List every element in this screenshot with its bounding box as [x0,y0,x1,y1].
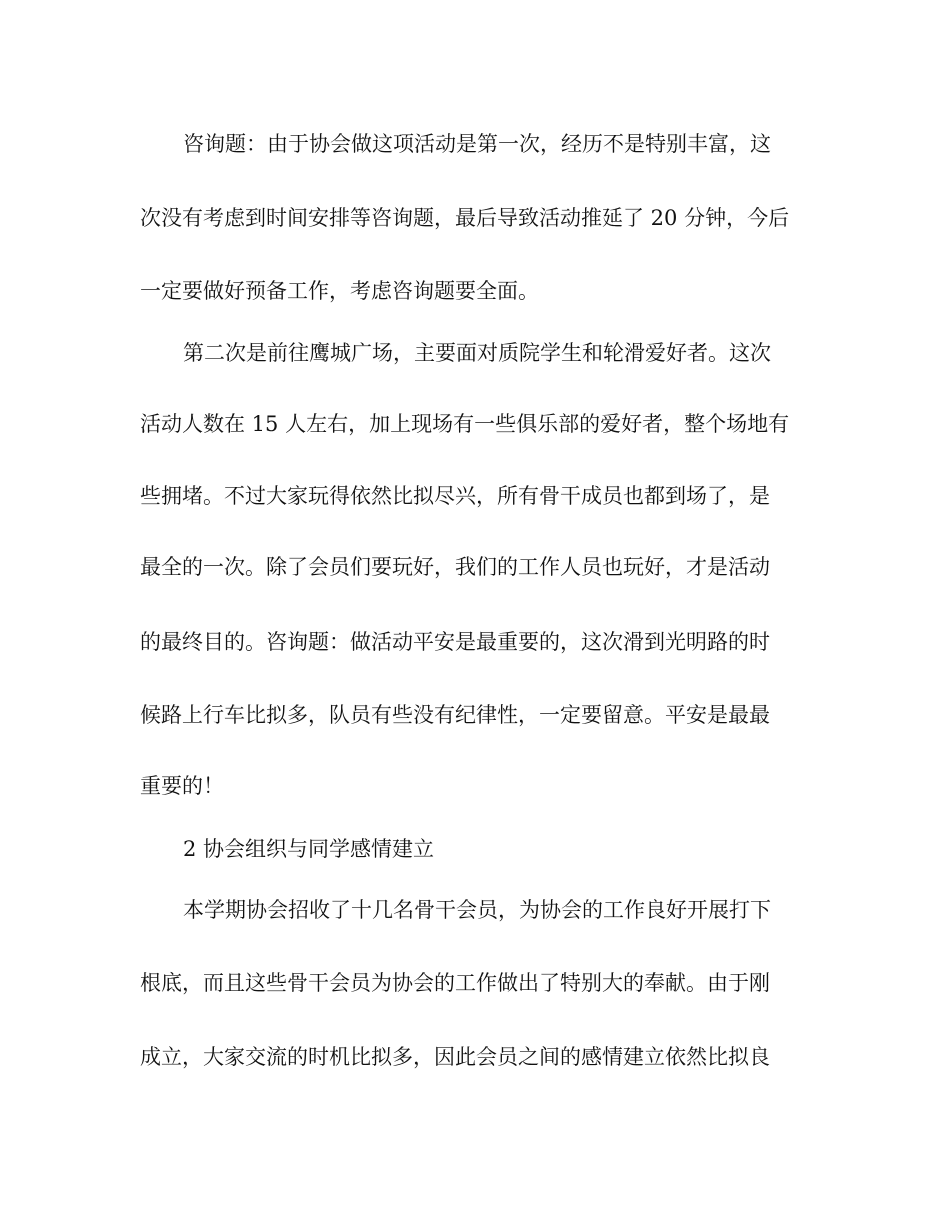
paragraph-line: 本学期协会招收了十几名骨干会员，为协会的工作良好开展打下 [183,898,771,922]
paragraph-line: 次没有考虑到时间安排等咨询题，最后导致活动推延了 20 分钟，今后 [140,206,790,230]
paragraph-line: 根底，而且这些骨干会员为协会的工作做出了特别大的奉献。由于刚 [140,971,770,995]
paragraph-line: 成立，大家交流的时机比拟多，因此会员之间的感情建立依然比拟良 [140,1045,770,1069]
paragraph-line: 咨询题：由于协会做这项活动是第一次，经历不是特别丰富，这 [183,132,771,156]
section-heading: 2 协会组织与同学感情建立 [183,837,435,861]
paragraph-line: 些拥堵。不过大家玩得依然比拟尽兴，所有骨干成员也都到场了，是 [140,484,770,508]
paragraph-line: 最全的一次。除了会员们要玩好，我们的工作人员也玩好，才是活动 [140,555,770,579]
paragraph-line: 重要的！ [140,774,224,798]
paragraph-line: 第二次是前往鹰城广场，主要面对质院学生和轮滑爱好者。这次 [183,341,771,365]
paragraph-line: 候路上行车比拟多，队员有些没有纪律性，一定要留意。平安是最最 [140,703,770,727]
paragraph-line: 一定要做好预备工作，考虑咨询题要全面。 [140,279,539,303]
paragraph-line: 活动人数在 15 人左右，加上现场有一些俱乐部的爱好者，整个场地有 [140,412,790,436]
paragraph-line: 的最终目的。咨询题：做活动平安是最重要的，这次滑到光明路的时 [140,630,770,654]
